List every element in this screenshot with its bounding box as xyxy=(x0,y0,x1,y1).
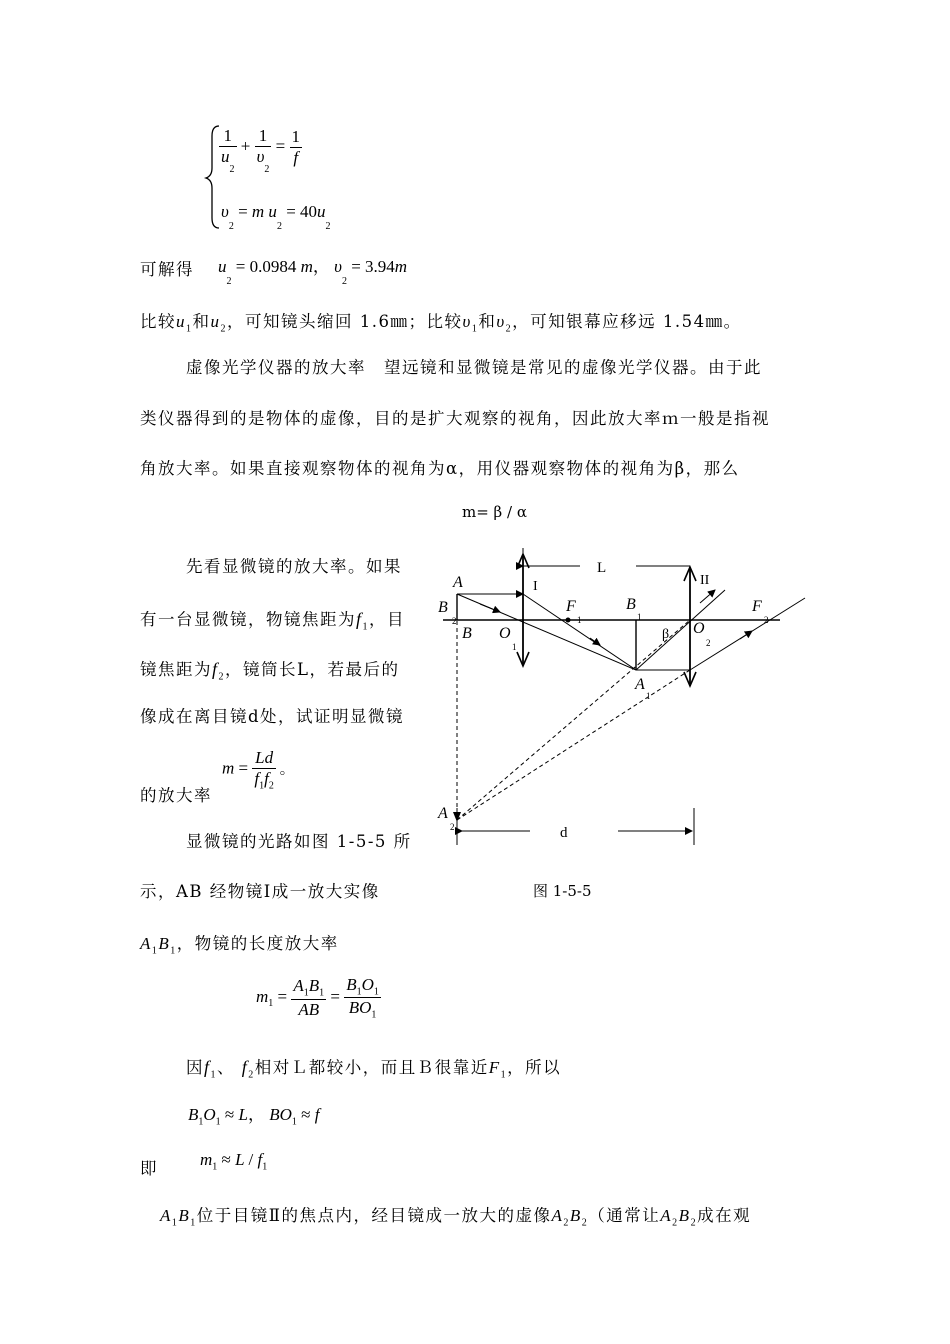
label-A2: A xyxy=(438,805,448,822)
label-lens-II: II xyxy=(700,573,710,588)
label-B-axis: B xyxy=(462,625,472,642)
ray-A1-O2 xyxy=(636,590,725,670)
micro-line-5: 的放大率 xyxy=(140,786,212,805)
equation-system xyxy=(203,122,383,232)
approx-formula: $B_1O_1 \approx L$， $BO_1 \approx f$ xyxy=(188,1105,320,1128)
virtual-ray-2 xyxy=(457,620,690,820)
label-A: A xyxy=(453,574,463,591)
label-F1: F xyxy=(566,598,576,615)
label-B: B xyxy=(438,599,448,616)
ji-formula: $m_1 \approx L / f_1$ xyxy=(200,1150,268,1173)
label-O1: O xyxy=(499,625,511,642)
micro-line-2: 有一台显微镜，物镜焦距为$f_1$，目 xyxy=(140,609,406,633)
figure-caption: 图 1-5-5 xyxy=(533,882,592,900)
svg-text:1: 1 xyxy=(512,642,517,652)
micro-line-4: 像成在离目镜d处，试证明显微镜 xyxy=(140,707,405,726)
point-F1 xyxy=(566,618,571,623)
svg-text:1: 1 xyxy=(646,691,651,701)
label-lens-I: I xyxy=(533,579,538,594)
solve-label: 可解得 xyxy=(140,260,194,279)
because-line: 因$f_1$、 $f_2$相对Ｌ都较小，而且Ｂ很靠近$F_1$，所以 xyxy=(186,1057,562,1081)
svg-text:1: 1 xyxy=(577,615,582,625)
svg-text:2: 2 xyxy=(706,638,711,648)
svg-text:2: 2 xyxy=(452,616,457,626)
svg-text:2: 2 xyxy=(764,615,769,625)
micro-line-3: 镜焦距为$f_2$，镜筒长L，若最后的 xyxy=(140,659,400,683)
label-B1: B xyxy=(626,596,636,613)
magnification-formula: m = $\frac{Ld}{f_1f_2}$ 。 xyxy=(222,748,295,792)
formula-m: m= β / α xyxy=(462,503,527,521)
eq-line-2: $\upsilon_2 = m$ $u_2 = 40u_2$ xyxy=(221,202,331,233)
intro-line-2: 类仪器得到的是物体的虚像，目的是扩大观察的视角，因此放大率ｍ一般是指视 xyxy=(140,409,770,428)
svg-text:1: 1 xyxy=(637,612,642,622)
optics-diagram xyxy=(420,540,820,850)
intro-line-3: 角放大率。如果直接观察物体的视角为α，用仪器观察物体的视角为β，那么 xyxy=(140,459,740,478)
micro-line-1: 先看显微镜的放大率。如果 xyxy=(186,557,402,576)
label-A1: A xyxy=(635,676,645,693)
proof-line-2: 示，AB 经物镜Ⅰ成一放大实像 xyxy=(140,882,380,901)
m1-formula: $m_1$ = $\frac{A_1B_1}{AB}$ = $\frac{B_1O_1}{BO_1}$ xyxy=(256,975,379,1021)
label-F2: F xyxy=(752,598,762,615)
proof-line-3: $A_1B_1$，物镜的长度放大率 xyxy=(140,934,339,957)
proof-line-1: 显微镜的光路如图 1-5-5 所 xyxy=(186,832,412,851)
intro-line-1: 虚像光学仪器的放大率 望远镜和显微镜是常见的虚像光学仪器。由于此 xyxy=(186,358,762,377)
last-line: $A_1B_1$位于目镜Ⅱ的焦点内，经目镜成一放大的虚像$A_2B_2$（通常让$A_2B_2$成在观 xyxy=(160,1206,752,1229)
label-L: L xyxy=(597,560,607,576)
compare-line: 比较$u_1$和$u_2$，可知镜头缩回 1.6㎜；比较$\upsilon_1$和$\upsilon_2$，可知银幕应移远 1.54㎜。 xyxy=(140,312,742,335)
label-d: d xyxy=(560,825,568,841)
ray-through-F1 xyxy=(523,594,636,670)
eq-line-1: $\frac{1}{u_2}$ + $\frac{1}{\upsilon_2}$ = $\frac{1}{f}$ xyxy=(221,126,300,176)
svg-text:2: 2 xyxy=(450,822,455,832)
label-beta: β xyxy=(662,627,670,642)
label-O2: O xyxy=(693,620,705,637)
ji-label: 即 xyxy=(140,1159,158,1178)
solve-result: $u_2 = 0.0984$ m， $\upsilon_2 = 3.94m$ xyxy=(218,257,408,288)
virtual-ray-1 xyxy=(457,670,690,820)
